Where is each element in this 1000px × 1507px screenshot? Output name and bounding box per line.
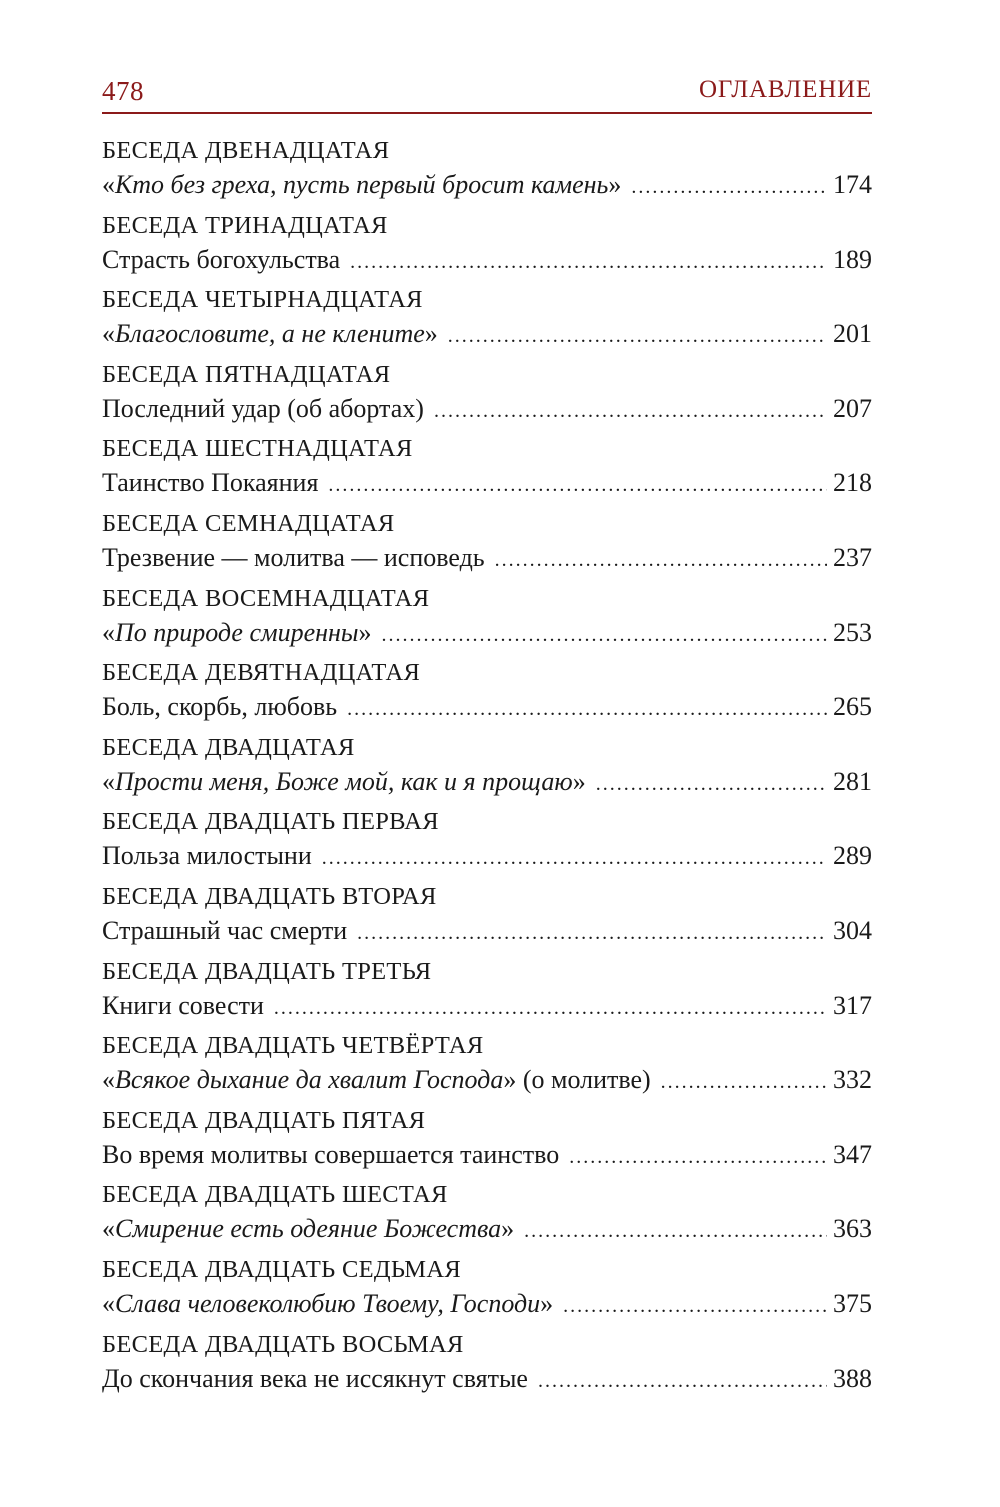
toc-entry bbox=[102, 584, 872, 659]
toc-entry bbox=[102, 658, 872, 733]
toc-entry bbox=[102, 882, 872, 957]
toc-entry-page-number: 201 bbox=[833, 319, 872, 349]
toc-entry-title: Страсть богохульства bbox=[102, 244, 341, 274]
toc-entry-title-italic: По природе смиренны bbox=[115, 617, 359, 647]
toc-entry-heading: БЕСЕДА ДВАДЦАТЬ ПЕРВАЯ bbox=[102, 808, 439, 836]
page-number: 478 bbox=[102, 76, 144, 106]
toc-entry-heading: БЕСЕДА СЕМНАДЦАТАЯ bbox=[102, 509, 395, 537]
toc-entry-title: Во время молитвы совершается таинство bbox=[102, 1139, 560, 1169]
toc-entry-line bbox=[102, 541, 872, 577]
toc-entry-heading: БЕСЕДА ЧЕТЫРНАДЦАТАЯ bbox=[102, 286, 423, 314]
dot-leader bbox=[538, 1364, 827, 1398]
dot-leader bbox=[524, 1214, 827, 1248]
toc-entry-title: «Всякое дыхание да хвалит Господа» (о молитве) bbox=[102, 1065, 651, 1095]
dot-leader bbox=[596, 767, 827, 801]
toc-entry-line bbox=[102, 392, 872, 428]
dot-leader bbox=[661, 1065, 827, 1099]
toc-entry-title: «Прости меня, Боже мой, как и я прощаю» bbox=[102, 766, 586, 796]
dot-leader bbox=[495, 543, 827, 577]
toc-entry-line bbox=[102, 168, 872, 204]
toc-entry bbox=[102, 285, 872, 360]
toc-entry-page-number: 281 bbox=[833, 766, 872, 796]
toc-entry-page-number: 388 bbox=[833, 1363, 872, 1393]
toc-entry bbox=[102, 1106, 872, 1181]
toc-entry-title: «Слава человеколюбию Твоему, Господи» bbox=[102, 1288, 554, 1318]
dot-leader bbox=[382, 618, 827, 652]
toc-entry bbox=[102, 211, 872, 286]
toc-entry-heading: БЕСЕДА ДВАДЦАТЬ ВТОРАЯ bbox=[102, 882, 437, 910]
toc-entry-heading: БЕСЕДА ДВАДЦАТЬ ТРЕТЬЯ bbox=[102, 957, 432, 985]
table-of-contents bbox=[102, 136, 872, 1404]
dot-leader bbox=[350, 245, 827, 279]
toc-entry bbox=[102, 807, 872, 882]
running-title: ОГЛАВЛЕНИЕ bbox=[699, 76, 872, 103]
dot-leader bbox=[563, 1289, 827, 1323]
toc-entry-line bbox=[102, 616, 872, 652]
dot-leader bbox=[569, 1140, 827, 1174]
dot-leader bbox=[357, 916, 827, 950]
page-header bbox=[102, 74, 872, 114]
toc-entry bbox=[102, 1031, 872, 1106]
toc-entry-line bbox=[102, 1063, 872, 1099]
toc-entry bbox=[102, 1255, 872, 1330]
toc-entry-line bbox=[102, 1138, 872, 1174]
toc-entry-title-italic: Кто без греха, пусть первый бросит камень bbox=[115, 170, 609, 199]
toc-entry-title: До скончания века не иссякнут святые bbox=[102, 1363, 528, 1393]
dot-leader bbox=[448, 319, 827, 353]
toc-entry-line bbox=[102, 1362, 872, 1398]
toc-entry-line bbox=[102, 690, 872, 726]
toc-entry-heading: БЕСЕДА ДВАДЦАТЬ ВОСЬМАЯ bbox=[102, 1330, 464, 1358]
toc-entry bbox=[102, 1180, 872, 1255]
toc-entry-heading: БЕСЕДА ДВЕНАДЦАТАЯ bbox=[102, 137, 390, 164]
toc-entry-heading: БЕСЕДА ДВАДЦАТАЯ bbox=[102, 733, 355, 761]
toc-entry-title: «Благословите, а не клените» bbox=[102, 319, 438, 349]
dot-leader bbox=[274, 991, 827, 1025]
toc-entry-line bbox=[102, 243, 872, 279]
toc-entry-line bbox=[102, 317, 872, 353]
toc-entry-title: «По природе смиренны» bbox=[102, 617, 372, 647]
toc-entry-page-number: 304 bbox=[833, 915, 872, 945]
toc-entry-page-number: 265 bbox=[833, 692, 872, 722]
toc-entry-line bbox=[102, 765, 872, 801]
toc-entry bbox=[102, 509, 872, 584]
toc-entry-title-italic: Прости меня, Боже мой, как и я прощаю bbox=[115, 766, 573, 796]
toc-entry-title-italic: Смирение есть одеяние Божества bbox=[115, 1214, 502, 1244]
toc-entry bbox=[102, 434, 872, 509]
toc-entry-title: «Смирение есть одеяние Божества» bbox=[102, 1214, 515, 1244]
toc-entry-title-italic: Благословите, а не клените bbox=[115, 319, 425, 349]
toc-entry-page-number: 253 bbox=[833, 617, 872, 647]
toc-entry-page-number: 375 bbox=[833, 1288, 872, 1318]
toc-entry-page-number: 174 bbox=[833, 170, 872, 199]
toc-entry-line bbox=[102, 914, 872, 950]
toc-entry-page-number: 289 bbox=[833, 841, 872, 871]
dot-leader bbox=[328, 468, 827, 502]
toc-entry-page-number: 218 bbox=[833, 468, 872, 498]
toc-entry-page-number: 347 bbox=[833, 1139, 872, 1169]
toc-entry-heading: БЕСЕДА ДВАДЦАТЬ ПЯТАЯ bbox=[102, 1106, 426, 1134]
toc-entry-title-italic: Слава человеколюбию Твоему, Господи bbox=[115, 1288, 541, 1318]
toc-entry-page-number: 207 bbox=[833, 393, 872, 423]
toc-entry-page-number: 317 bbox=[833, 990, 872, 1020]
toc-entry bbox=[102, 136, 872, 211]
toc-entry-title: Польза милостыни bbox=[102, 841, 312, 871]
dot-leader bbox=[631, 170, 827, 204]
toc-entry-title: «Кто без греха, пусть первый бросит камень» bbox=[102, 170, 622, 199]
toc-entry-line bbox=[102, 839, 872, 875]
toc-entry-title: Таинство Покаяния bbox=[102, 468, 319, 498]
toc-entry bbox=[102, 1330, 872, 1405]
dot-leader bbox=[434, 394, 827, 428]
toc-entry-line bbox=[102, 989, 872, 1025]
toc-entry-line bbox=[102, 1287, 872, 1323]
toc-entry-heading: БЕСЕДА ВОСЕМНАДЦАТАЯ bbox=[102, 584, 430, 612]
toc-entry bbox=[102, 733, 872, 808]
toc-entry-heading: БЕСЕДА ТРИНАДЦАТАЯ bbox=[102, 211, 388, 239]
toc-entry-line bbox=[102, 1212, 872, 1248]
toc-entry bbox=[102, 360, 872, 435]
toc-entry-page-number: 237 bbox=[833, 542, 872, 572]
toc-entry-page-number: 332 bbox=[833, 1065, 872, 1095]
toc-entry-page-number: 363 bbox=[833, 1214, 872, 1244]
toc-entry-heading: БЕСЕДА ДВАДЦАТЬ СЕДЬМАЯ bbox=[102, 1255, 462, 1283]
toc-entry-title-italic: Всякое дыхание да хвалит Господа bbox=[115, 1065, 504, 1095]
toc-entry bbox=[102, 957, 872, 1032]
toc-entry-title: Трезвение — молитва — исповедь bbox=[102, 542, 485, 572]
toc-entry-heading: БЕСЕДА ДВАДЦАТЬ ЧЕТВЁРТАЯ bbox=[102, 1032, 484, 1060]
toc-entry-heading: БЕСЕДА ПЯТНАДЦАТАЯ bbox=[102, 360, 391, 388]
toc-entry-title: Последний удар (об абортах) bbox=[102, 393, 424, 423]
toc-entry-heading: БЕСЕДА ШЕСТНАДЦАТАЯ bbox=[102, 435, 413, 463]
toc-entry-line bbox=[102, 466, 872, 502]
toc-entry-heading: БЕСЕДА ДЕВЯТНАДЦАТАЯ bbox=[102, 659, 421, 687]
toc-entry-title: Боль, скорбь, любовь bbox=[102, 692, 338, 722]
toc-entry-title: Книги совести bbox=[102, 990, 264, 1020]
toc-entry-heading: БЕСЕДА ДВАДЦАТЬ ШЕСТАЯ bbox=[102, 1181, 448, 1209]
toc-entry-title-suffix: (о молитве) bbox=[516, 1065, 651, 1095]
dot-leader bbox=[322, 841, 827, 875]
toc-entry-title: Страшный час смерти bbox=[102, 915, 348, 945]
toc-entry-page-number: 189 bbox=[833, 244, 872, 274]
dot-leader bbox=[347, 692, 827, 726]
